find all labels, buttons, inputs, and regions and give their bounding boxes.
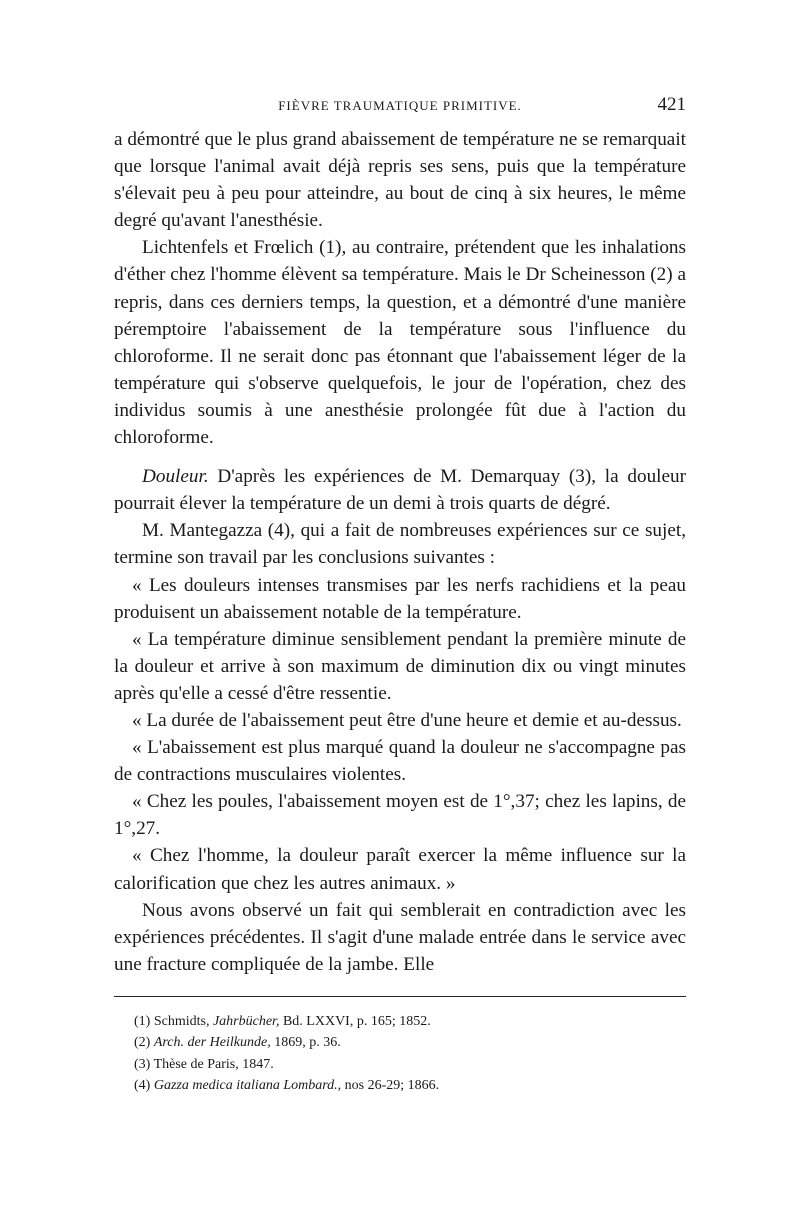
- book-page: [114, 92, 686, 1097]
- quote-paragraph: « La température diminue sensiblement pendant la première minute de la douleur et arrive à son maximum de diminution dix ou vingt minutes après qu'elle a cessé d'être ressentie.: [114, 628, 686, 704]
- footnote-title: Jahrbücher,: [212, 1013, 280, 1029]
- footnote-mark: (1): [134, 1013, 151, 1029]
- footnote-text: nos 26-29; 1866.: [344, 1078, 440, 1094]
- footnote-text: Thèse de Paris, 1847.: [153, 1056, 274, 1072]
- footnote-title: Gazza medica italiana Lombard.,: [153, 1078, 342, 1094]
- footnote: [114, 1054, 686, 1076]
- footnote-mark: (3): [134, 1056, 151, 1072]
- footnote-text: 1869, p. 36.: [274, 1035, 341, 1051]
- quote-paragraph: « La durée de l'abaissement peut être d'une heure et demie et au-dessus.: [132, 709, 682, 731]
- quote-paragraph: « L'abaissement est plus marqué quand la douleur ne s'accompagne pas de contractions musculaires violentes.: [114, 737, 686, 786]
- footnotes: [114, 1011, 686, 1097]
- quote-paragraph: « Les douleurs intenses transmises par les nerfs rachidiens et la peau produisent un abaissement notable de la température.: [114, 574, 686, 623]
- running-head: [114, 92, 686, 118]
- footnote-text: Schmidts,: [153, 1013, 210, 1029]
- quote-paragraph: « Chez les poules, l'abaissement moyen est de 1°,37; chez les lapins, de 1°,27.: [114, 791, 686, 840]
- footnote: [114, 1032, 686, 1054]
- section-lead-word: Douleur.: [142, 466, 209, 488]
- paragraph-douleur: [114, 463, 686, 517]
- footnote-text: Bd. LXXVI, p. 165; 1852.: [282, 1013, 431, 1029]
- footnote-title: Arch. der Heilkunde,: [153, 1035, 271, 1051]
- footnote: [114, 1011, 686, 1033]
- paragraph-lichtenfels: Lichtenfels et Frœlich (1), au contraire, prétendent que les inhalations d'éther chez l'homme élèvent sa température. Mais le Dr Scheinesson (2) a repris, dans ces derniers temps, la question, et a démontré d'une manière péremptoire l'abaissement de la température sous l'influence du chloroforme. Il ne serait donc pas étonnant que l'abaissement léger de la température qui s'observe quelquefois, le jour de l'opération, chez des individus soumis à une anesthésie prolongée fût due à l'action du chloroforme.: [114, 237, 686, 449]
- footnote-mark: (4): [134, 1078, 151, 1094]
- paragraph-douleur-text: D'après les expériences de M. Demarquay (3), la douleur pourrait élever la température de un demi à trois quarts de dégré.: [114, 466, 686, 515]
- footnote: [114, 1075, 686, 1097]
- running-title: FIÈVRE TRAUMATIQUE PRIMITIVE.: [278, 98, 522, 113]
- page-number: 421: [657, 94, 686, 115]
- footnote-rule: [114, 996, 686, 997]
- paragraph-observation: Nous avons observé un fait qui semblerait en contradiction avec les expériences précédentes. Il s'agit d'une malade entrée dans le service avec une fracture compliquée de la jambe. Elle: [114, 899, 686, 975]
- body-text: [114, 126, 686, 978]
- paragraph-mantegazza: M. Mantegazza (4), qui a fait de nombreuses expériences sur ce sujet, termine son travail par les conclusions suivantes :: [114, 520, 686, 569]
- paragraph-continued: a démontré que le plus grand abaissement de température ne se remarquait que lorsque l'animal avait déjà repris ses sens, puis que la température s'élevait peu à peu pour atteindre, au bout de cinq à six heures, le même degré qu'avant l'anesthésie.: [114, 129, 686, 232]
- footnote-mark: (2): [134, 1035, 151, 1051]
- quote-paragraph: « Chez l'homme, la douleur paraît exercer la même influence sur la calorification que chez les autres animaux. »: [114, 845, 686, 894]
